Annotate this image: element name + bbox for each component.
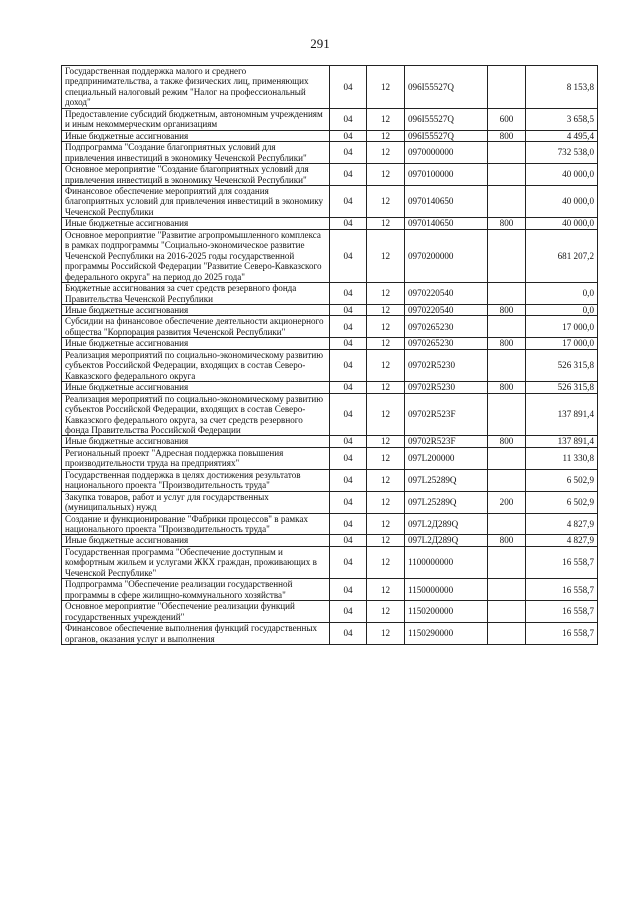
target-item-code-cell: 0970000000 xyxy=(405,142,488,164)
expense-type-code-cell xyxy=(488,393,526,436)
table-row xyxy=(62,491,598,513)
amount-cell: 8 153,8 xyxy=(526,66,598,109)
section-code-cell: 04 xyxy=(330,601,367,623)
subsection-code-cell: 12 xyxy=(367,66,405,109)
table-row xyxy=(62,436,598,447)
subsection-code-cell: 12 xyxy=(367,393,405,436)
expense-name-cell: Реализация мероприятий по социально-экономическому развитию субъектов Российской Федерации, входящих в состав Северо-Кавказского федерального округа, за счет средств резервного фонда Правительства Российской Федерации xyxy=(62,393,330,436)
target-item-code-cell: 0970140650 xyxy=(405,185,488,217)
expense-name-cell: Иные бюджетные ассигнования xyxy=(62,304,330,315)
target-item-code-cell: 096I55527Q xyxy=(405,66,488,109)
expense-name-cell: Иные бюджетные ассигнования xyxy=(62,535,330,546)
table-row xyxy=(62,393,598,436)
section-code-cell: 04 xyxy=(330,535,367,546)
section-code-cell: 04 xyxy=(330,164,367,186)
target-item-code-cell: 1150290000 xyxy=(405,623,488,645)
section-code-cell: 04 xyxy=(330,66,367,109)
amount-cell: 11 330,8 xyxy=(526,447,598,469)
expense-name-cell: Финансовое обеспечение мероприятий для создания благоприятных условий для привлечения инвестиций в экономику Чеченской Республики xyxy=(62,185,330,217)
section-code-cell: 04 xyxy=(330,469,367,491)
amount-cell: 0,0 xyxy=(526,304,598,315)
expense-type-code-cell: 800 xyxy=(488,436,526,447)
expense-name-cell: Финансовое обеспечение выполнения функций государственных органов, оказания услуг и выполнения xyxy=(62,623,330,645)
expense-name-cell: Основное мероприятие "Обеспечение реализации функций государственных учреждений" xyxy=(62,601,330,623)
amount-cell: 16 558,7 xyxy=(526,601,598,623)
table-row xyxy=(62,218,598,229)
table-row xyxy=(62,304,598,315)
amount-cell: 16 558,7 xyxy=(526,623,598,645)
amount-cell: 40 000,0 xyxy=(526,185,598,217)
target-item-code-cell: 0970140650 xyxy=(405,218,488,229)
table-row xyxy=(62,130,598,141)
expense-type-code-cell xyxy=(488,349,526,381)
table-row xyxy=(62,382,598,393)
amount-cell: 6 502,9 xyxy=(526,469,598,491)
subsection-code-cell: 12 xyxy=(367,185,405,217)
table-row xyxy=(62,579,598,601)
subsection-code-cell: 12 xyxy=(367,283,405,305)
amount-cell: 17 000,0 xyxy=(526,316,598,338)
expense-name-cell: Подпрограмма "Обеспечение реализации государственной программы в сфере жилищно-коммунального хозяйства" xyxy=(62,579,330,601)
section-code-cell: 04 xyxy=(330,338,367,349)
page-number: 291 xyxy=(310,36,330,51)
expense-type-code-cell xyxy=(488,164,526,186)
target-item-code-cell: 0970100000 xyxy=(405,164,488,186)
amount-cell: 0,0 xyxy=(526,283,598,305)
expense-name-cell: Создание и функционирование "Фабрики процессов" в рамках национального проекта "Производительность труда" xyxy=(62,513,330,535)
subsection-code-cell: 12 xyxy=(367,436,405,447)
expense-type-code-cell xyxy=(488,623,526,645)
amount-cell: 16 558,7 xyxy=(526,546,598,578)
subsection-code-cell: 12 xyxy=(367,513,405,535)
subsection-code-cell: 12 xyxy=(367,546,405,578)
amount-cell: 526 315,8 xyxy=(526,349,598,381)
expense-name-cell: Иные бюджетные ассигнования xyxy=(62,382,330,393)
table-row xyxy=(62,535,598,546)
target-item-code-cell: 0970265230 xyxy=(405,316,488,338)
subsection-code-cell: 12 xyxy=(367,469,405,491)
expense-name-cell: Субсидии на финансовое обеспечение деятельности акционерного общества "Корпорация развития Чеченской Республики" xyxy=(62,316,330,338)
amount-cell: 732 538,0 xyxy=(526,142,598,164)
subsection-code-cell: 12 xyxy=(367,218,405,229)
target-item-code-cell: 0970265230 xyxy=(405,338,488,349)
table-row xyxy=(62,283,598,305)
amount-cell: 40 000,0 xyxy=(526,218,598,229)
subsection-code-cell: 12 xyxy=(367,491,405,513)
section-code-cell: 04 xyxy=(330,229,367,282)
table-row xyxy=(62,164,598,186)
section-code-cell: 04 xyxy=(330,218,367,229)
section-code-cell: 04 xyxy=(330,130,367,141)
expense-name-cell: Иные бюджетные ассигнования xyxy=(62,130,330,141)
expense-name-cell: Предоставление субсидий бюджетным, автономным учреждениям и иным некоммерческим организациям xyxy=(62,108,330,130)
subsection-code-cell: 12 xyxy=(367,535,405,546)
amount-cell: 40 000,0 xyxy=(526,164,598,186)
table-row xyxy=(62,338,598,349)
amount-cell: 137 891,4 xyxy=(526,436,598,447)
subsection-code-cell: 12 xyxy=(367,142,405,164)
table-row xyxy=(62,469,598,491)
target-item-code-cell: 0970220540 xyxy=(405,283,488,305)
amount-cell: 16 558,7 xyxy=(526,579,598,601)
table-row xyxy=(62,513,598,535)
subsection-code-cell: 12 xyxy=(367,229,405,282)
target-item-code-cell: 1150000000 xyxy=(405,579,488,601)
table-row xyxy=(62,229,598,282)
expense-name-cell: Основное мероприятие "Создание благоприятных условий для привлечения инвестиций в экономику Чеченской Республики" xyxy=(62,164,330,186)
amount-cell: 4 495,4 xyxy=(526,130,598,141)
target-item-code-cell: 096I55527Q xyxy=(405,130,488,141)
amount-cell: 4 827,9 xyxy=(526,535,598,546)
expense-type-code-cell xyxy=(488,513,526,535)
table-row xyxy=(62,185,598,217)
section-code-cell: 04 xyxy=(330,546,367,578)
amount-cell: 6 502,9 xyxy=(526,491,598,513)
expense-name-cell: Государственная поддержка в целях достижения результатов национального проекта "Производительность труда" xyxy=(62,469,330,491)
expense-name-cell: Иные бюджетные ассигнования xyxy=(62,338,330,349)
target-item-code-cell: 097L2Д289Q xyxy=(405,513,488,535)
subsection-code-cell: 12 xyxy=(367,349,405,381)
section-code-cell: 04 xyxy=(330,349,367,381)
subsection-code-cell: 12 xyxy=(367,304,405,315)
section-code-cell: 04 xyxy=(330,579,367,601)
expense-name-cell: Государственная программа "Обеспечение доступным и комфортным жильем и услугами ЖКХ граждан, проживающих в Чеченской Республике" xyxy=(62,546,330,578)
table-row xyxy=(62,349,598,381)
expense-type-code-cell: 800 xyxy=(488,382,526,393)
expense-type-code-cell xyxy=(488,447,526,469)
subsection-code-cell: 12 xyxy=(367,579,405,601)
target-item-code-cell: 096I55527Q xyxy=(405,108,488,130)
subsection-code-cell: 12 xyxy=(367,338,405,349)
target-item-code-cell: 1100000000 xyxy=(405,546,488,578)
subsection-code-cell: 12 xyxy=(367,316,405,338)
table-row xyxy=(62,316,598,338)
section-code-cell: 04 xyxy=(330,142,367,164)
expense-name-cell: Региональный проект "Адресная поддержка повышения производительности труда на предприятиях" xyxy=(62,447,330,469)
target-item-code-cell: 0970200000 xyxy=(405,229,488,282)
expense-type-code-cell: 800 xyxy=(488,218,526,229)
expense-type-code-cell xyxy=(488,469,526,491)
target-item-code-cell: 097L25289Q xyxy=(405,469,488,491)
target-item-code-cell: 097L2Д289Q xyxy=(405,535,488,546)
budget-table xyxy=(61,65,598,645)
table-row xyxy=(62,447,598,469)
expense-name-cell: Иные бюджетные ассигнования xyxy=(62,436,330,447)
section-code-cell: 04 xyxy=(330,185,367,217)
table-row xyxy=(62,546,598,578)
target-item-code-cell: 09702R5230 xyxy=(405,349,488,381)
target-item-code-cell: 09702R523F xyxy=(405,436,488,447)
section-code-cell: 04 xyxy=(330,393,367,436)
expense-type-code-cell xyxy=(488,229,526,282)
subsection-code-cell: 12 xyxy=(367,623,405,645)
expense-name-cell: Закупка товаров, работ и услуг для государственных (муниципальных) нужд xyxy=(62,491,330,513)
amount-cell: 17 000,0 xyxy=(526,338,598,349)
expense-name-cell: Основное мероприятие "Развитие агропромышленного комплекса в рамках подпрограммы "Социально-экономическое развитие Чеченской Республики на 2016-2025 годы государственной программы Российской Федерации "Развитие Северо-Кавказского федерального округа" на период до 2025 года" xyxy=(62,229,330,282)
table-row xyxy=(62,142,598,164)
expense-type-code-cell: 600 xyxy=(488,108,526,130)
amount-cell: 137 891,4 xyxy=(526,393,598,436)
expense-type-code-cell xyxy=(488,142,526,164)
target-item-code-cell: 1150200000 xyxy=(405,601,488,623)
target-item-code-cell: 09702R5230 xyxy=(405,382,488,393)
section-code-cell: 04 xyxy=(330,108,367,130)
subsection-code-cell: 12 xyxy=(367,601,405,623)
target-item-code-cell: 0970220540 xyxy=(405,304,488,315)
expense-type-code-cell xyxy=(488,66,526,109)
section-code-cell: 04 xyxy=(330,447,367,469)
subsection-code-cell: 12 xyxy=(367,164,405,186)
subsection-code-cell: 12 xyxy=(367,130,405,141)
expense-name-cell: Государственная поддержка малого и среднего предпринимательства, а также физических лиц, применяющих специальный налоговый режим "Налог на профессиональный доход" xyxy=(62,66,330,109)
expense-type-code-cell xyxy=(488,601,526,623)
target-item-code-cell: 09702R523F xyxy=(405,393,488,436)
target-item-code-cell: 097L200000 xyxy=(405,447,488,469)
subsection-code-cell: 12 xyxy=(367,382,405,393)
expense-type-code-cell xyxy=(488,283,526,305)
subsection-code-cell: 12 xyxy=(367,447,405,469)
expense-type-code-cell: 800 xyxy=(488,304,526,315)
subsection-code-cell: 12 xyxy=(367,108,405,130)
expense-name-cell: Бюджетные ассигнования за счет средств резервного фонда Правительства Чеченской Республики xyxy=(62,283,330,305)
expense-type-code-cell: 800 xyxy=(488,535,526,546)
amount-cell: 4 827,9 xyxy=(526,513,598,535)
amount-cell: 526 315,8 xyxy=(526,382,598,393)
section-code-cell: 04 xyxy=(330,491,367,513)
amount-cell: 3 658,5 xyxy=(526,108,598,130)
amount-cell: 681 207,2 xyxy=(526,229,598,282)
expense-type-code-cell: 800 xyxy=(488,338,526,349)
table-row xyxy=(62,66,598,109)
table-row xyxy=(62,601,598,623)
target-item-code-cell: 097L25289Q xyxy=(405,491,488,513)
section-code-cell: 04 xyxy=(330,436,367,447)
section-code-cell: 04 xyxy=(330,382,367,393)
expense-name-cell: Подпрограмма "Создание благоприятных условий для привлечения инвестиций в экономику Чеченской Республики" xyxy=(62,142,330,164)
expense-type-code-cell xyxy=(488,185,526,217)
expense-type-code-cell xyxy=(488,316,526,338)
expense-type-code-cell xyxy=(488,579,526,601)
expense-type-code-cell: 200 xyxy=(488,491,526,513)
expense-name-cell: Реализация мероприятий по социально-экономическому развитию субъектов Российской Федерации, входящих в состав Северо-Кавказского федерального округа xyxy=(62,349,330,381)
section-code-cell: 04 xyxy=(330,513,367,535)
section-code-cell: 04 xyxy=(330,623,367,645)
table-row xyxy=(62,623,598,645)
table-row xyxy=(62,108,598,130)
section-code-cell: 04 xyxy=(330,316,367,338)
expense-name-cell: Иные бюджетные ассигнования xyxy=(62,218,330,229)
expense-type-code-cell xyxy=(488,546,526,578)
expense-type-code-cell: 800 xyxy=(488,130,526,141)
section-code-cell: 04 xyxy=(330,304,367,315)
section-code-cell: 04 xyxy=(330,283,367,305)
